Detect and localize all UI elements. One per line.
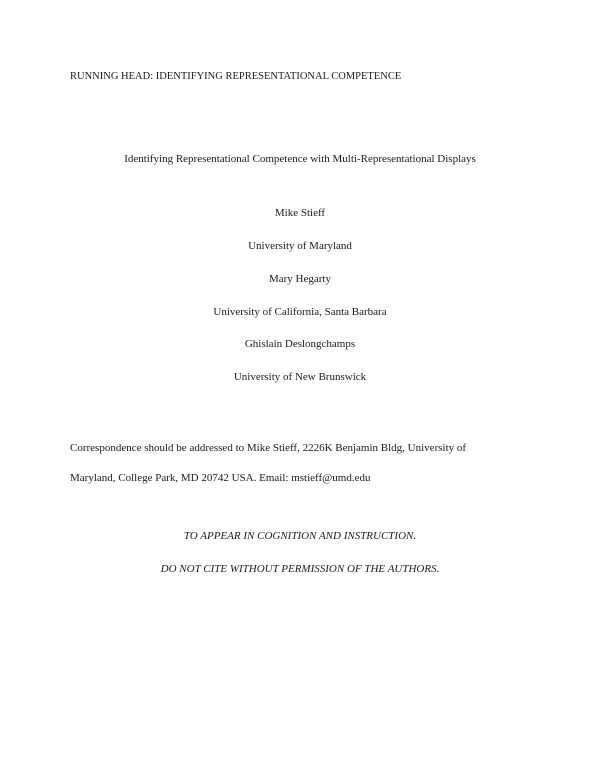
author-name-1: Mike Stieff <box>274 207 326 219</box>
author-name-2: Mary Hegarty <box>268 273 331 285</box>
publication-notice: TO APPEAR IN COGNITION AND INSTRUCTION. <box>183 530 417 542</box>
correspondence-line-2: Maryland, College Park, MD 20742 USA. Email: mstieff@umd.edu <box>70 472 371 484</box>
author-affiliation-1: University of Maryland <box>248 240 352 252</box>
author-affiliation-3: University of New Brunswick <box>233 371 367 383</box>
author-affiliation-2: University of California, Santa Barbara <box>213 306 387 318</box>
citation-notice: DO NOT CITE WITHOUT PERMISSION OF THE AUTHORS. <box>160 563 440 575</box>
author-name-3: Ghislain Deslongchamps <box>244 338 356 350</box>
running-head: RUNNING HEAD: IDENTIFYING REPRESENTATIONAL COMPETENCE <box>70 71 402 82</box>
paper-title: Identifying Representational Competence with Multi-Representational Displays <box>124 153 476 165</box>
correspondence-note <box>70 433 540 493</box>
correspondence-line-1: Correspondence should be addressed to Mike Stieff, 2226K Benjamin Bldg, University of <box>70 442 467 454</box>
